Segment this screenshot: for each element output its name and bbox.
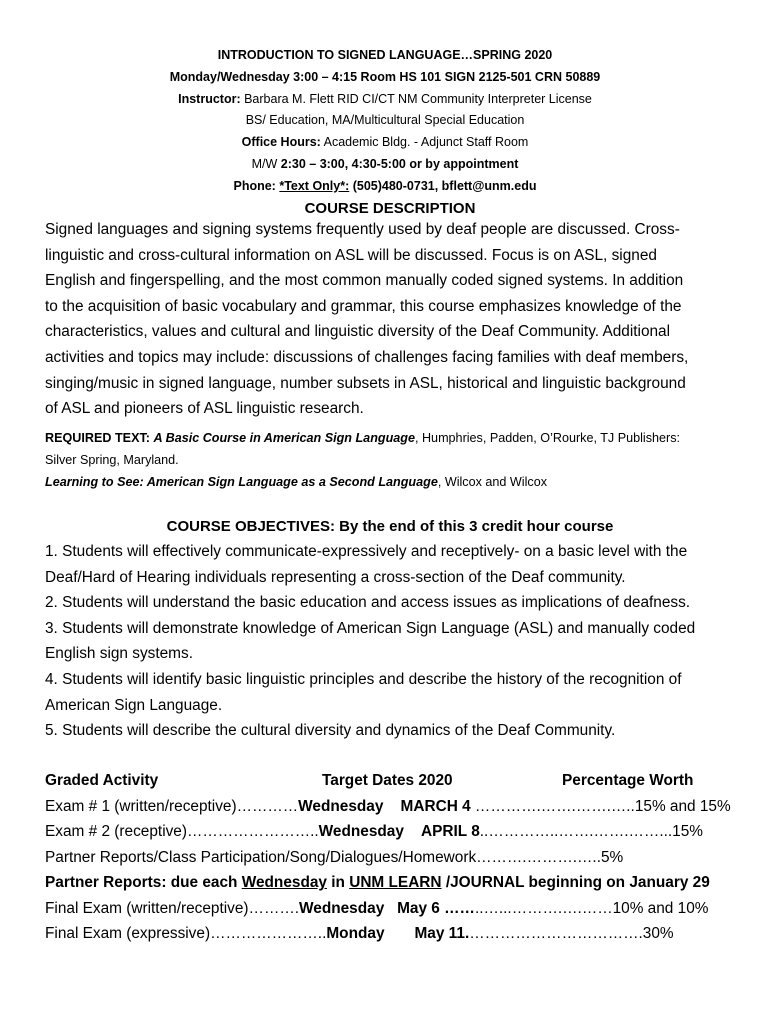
header-dates: Target Dates 2020 [322,772,453,789]
book2-details: , Wilcox and Wilcox [437,475,547,489]
description-line: Signed languages and signing systems frequently used by deaf people are discussed. Cross- [45,221,680,238]
due-mid: in [326,874,350,891]
due-prefix: Partner Reports: due each [45,874,242,891]
exam2-weight: ..…………..…….…….……...15% [479,823,703,840]
course-schedule: Monday/Wednesday 3:00 – 4:15 Room HS 101 SIGN 2125-501 CRN 50889 [169,69,601,84]
book1-title: A Basic Course in American Sign Language [153,431,415,445]
exam2-row [45,819,735,845]
description-line: of ASL and pioneers of ASL linguistic research. [45,400,364,418]
required-label: REQUIRED TEXT: [45,431,154,445]
objective-line: 3. Students will demonstrate knowledge of American Sign Language (ASL) and manually coded [45,619,696,637]
final1-date: May 6 …… [397,899,475,917]
exam1-name: Exam # 1 (written/receptive)………… [45,797,299,815]
final1-name: Final Exam (written/receptive)………. [45,899,300,917]
exam2-name: Exam # 2 (receptive)…………………….. [45,823,319,840]
education-line: BS/ Education, MA/Multicultural Special Education [245,113,525,128]
final2-day: Monday [326,925,385,942]
exam1-weight: ………….…….…….…..15% and 15% [470,797,731,815]
phone-value: (505)480-0731, bflett@unm.edu [349,178,537,193]
book2-title: Learning to See: American Sign Language as a Second Language [45,475,438,489]
office-line [0,132,770,154]
objective-line: English sign systems. [45,645,193,663]
objective-line: 1. Students will effectively communicate-expressively and receptively- on a basic level with the [45,543,688,560]
exam1-row [45,794,735,820]
header-activity: Graded Activity [45,772,159,789]
description-line: English and fingerspelling, and the most common manually coded signed systems. In addition [45,272,684,290]
instructor-line [0,89,770,111]
description-title: COURSE DESCRIPTION [304,200,476,217]
description-line: activities and topics may include: discussions of challenges facing families with deaf members, [45,348,689,366]
exam1-day: Wednesday [298,797,384,815]
due-day: Wednesday [241,874,327,891]
final2-date: May 11. [414,925,470,942]
objective-line: 4. Students will identify basic linguistic principles and describe the history of the recognition of [45,670,682,688]
exam2-date: APRIL 8 [421,823,480,840]
exam1-date: MARCH 4 [400,797,471,815]
grades-header-row [45,768,735,794]
course-description [45,200,735,422]
partner-due-row [45,870,735,896]
objective-line: 5. Students will describe the cultural diversity and dynamics of the Deaf Community. [45,722,616,740]
course-objectives [45,515,735,744]
course-header [0,45,770,198]
required-book-2 [45,471,735,493]
required-text [45,427,735,493]
phone-line [0,176,770,198]
description-line: to the acquisition of basic vocabulary and grammar, this course emphasizes knowledge of the [45,297,682,315]
book1-location: Silver Spring, Maryland. [45,453,179,467]
description-line: characteristics, values and cultural and linguistic diversity of the Deaf Community. Additional [45,323,671,341]
instructor-label: Instructor: [178,91,241,106]
due-suffix: /JOURNAL beginning on January 29 [441,874,710,891]
book1-details: , Humphries, Padden, O’Rourke, TJ Publishers: [414,431,681,445]
final1-day: Wednesday [299,899,385,917]
required-book-1 [45,427,735,449]
objectives-title: COURSE OBJECTIVES: By the end of this 3 credit hour course [166,518,614,535]
office-value: Academic Bldg. - Adjunct Staff Room [320,135,529,150]
hours-line [0,154,770,176]
exam2-day: Wednesday [318,823,404,840]
partner-row: Partner Reports/Class Participation/Song/Dialogues/Homework……….……….…..5% [45,848,624,866]
description-line: singing/music in signed language, number subsets in ASL, historical and linguistic background [45,374,686,392]
graded-activities [45,768,735,947]
description-line: linguistic and cross-cultural information on ASL will be discussed. Focus is on ASL, signed [45,246,657,264]
hours-prefix: M/W [251,156,281,171]
final1-weight: ..…...……….….……10% and 10% [474,899,709,917]
objective-line: American Sign Language. [45,696,223,714]
header-percentage: Percentage Worth [562,772,694,789]
final2-weight: …………………………….30% [469,925,674,942]
due-place: UNM LEARN [349,874,442,891]
instructor-value: Barbara M. Flett RID CI/CT NM Community Interpreter License [240,91,592,106]
final2-row [45,921,735,947]
course-title: INTRODUCTION TO SIGNED LANGUAGE…SPRING 2020 [217,48,553,62]
final1-row [45,896,735,922]
phone-label: Phone: [233,178,280,193]
phone-text-only: *Text Only*: [279,178,350,193]
objective-line: 2. Students will understand the basic education and access issues as implications of deafness. [45,594,691,612]
office-label: Office Hours: [241,135,321,150]
hours-value: 2:30 – 3:00, 4:30-5:00 or by appointment [280,156,519,171]
objective-line: Deaf/Hard of Hearing individuals representing a cross-section of the Deaf community. [45,568,626,586]
final2-name: Final Exam (expressive)………………….. [45,925,327,942]
